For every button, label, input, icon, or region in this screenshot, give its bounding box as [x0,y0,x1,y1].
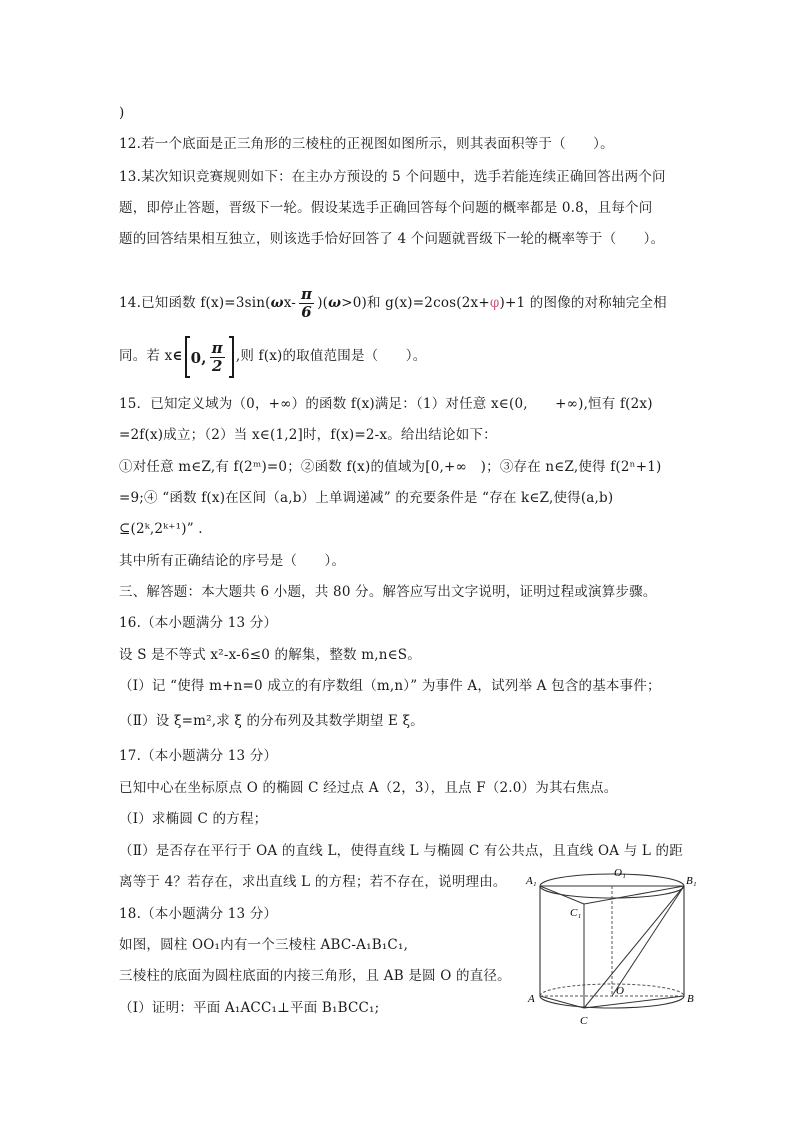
label-b: B [687,993,694,1005]
omega-symbol-2: ω [328,295,342,311]
question-15-line-1: 15．已知定义域为（0，+∞）的函数 f(x)满足：（1）对任意 x∈(0, +∞),恒有 f(2x) [119,396,653,412]
question-17-line-1: 已知中心在坐标原点 O 的椭圆 C 经过点 A（2，3），且点 F（2.0）为其右焦点。 [119,780,618,796]
q14-text-d: >0)和 g(x)=2cos(2x+ [341,295,490,311]
question-14-line-2 [119,336,426,376]
question-13-line-2: 题，即停止答题，晋级下一轮。假设某选手正确回答每个问题的概率都是 0.8，且每个问 [119,200,653,216]
question-13-line-3: 题的回答结果相互独立，则该选手恰好回答了 4 个问题就晋级下一轮的概率等于（ ）。 [119,231,665,247]
pi-over-6-fraction [299,286,314,321]
edge-c1b1 [584,886,684,904]
question-15-line-3: ①对任意 m∈Z,有 f(2ᵐ)=0；②函数 f(x)的值域为[0,+∞ )；③存在 n∈Z,使得 f(2ⁿ+1) [119,459,662,475]
question-16-part-2: （Ⅱ）设 ξ=m²,求 ξ 的分布列及其数学期望 E ξ。 [119,713,424,729]
edge-a1c1 [540,886,584,904]
q14-text-2b: ,则 f(x)的取值范围是（ ）。 [235,348,427,364]
label-b1: B₁ [686,875,697,887]
question-12: 12.若一个底面是正三角形的三棱柱的正视图如图所示，则其表面积等于（ ）。 [119,136,614,152]
element-of-symbol: ∈ [172,348,183,364]
phi-symbol: φ [489,295,500,311]
edge-cb [584,996,684,1008]
question-17-part-2-cont: 离等于 4？若存在，求出直线 L 的方程；若不存在，说明理由。 [119,874,507,890]
question-15-line-2: =2f(x)成立；（2）当 x∈(1,2]时，f(x)=2-x。给出结论如下： [119,427,497,443]
label-c: C [580,1015,588,1027]
section-3-heading: 三、解答题：本大题共 6 小题，共 80 分。解答应写出文字说明，证明过程或演算步骤。 [119,584,657,600]
question-14-line-1 [119,286,667,321]
label-o1: O₁ [614,867,626,879]
question-17-part-2: （Ⅱ）是否存在平行于 OA 的直线 L，使得直线 L 与椭圆 C 有公共点，且直线 OA 与 L 的距 [119,843,683,859]
diagonal-b1o [612,886,684,996]
question-18-part-1: （Ⅰ）证明：平面 A₁ACC₁⊥平面 B₁BCC₁; [119,1000,380,1016]
q14-text-2a: 同。若 x [119,348,173,364]
question-13-line-1: 13.某次知识竞赛规则如下：在主办方预设的 5 个问题中，选手若能连续正确回答出两个问 [119,169,666,185]
q14-text-a: 14.已知函数 f(x)=3sin( [119,295,271,311]
pi-over-2-fraction [210,340,225,375]
fraction-numerator: π [301,285,313,303]
question-15-line-4: =9;④ “函数 f(x)在区间（a,b）上单调递减” 的充要条件是 “存在 k∈Z,使得(a,b) [119,490,614,506]
continuation-paren: ) [119,105,125,121]
question-15-line-6: 其中所有正确结论的序号是（ ）。 [119,553,346,569]
q14-text-e: )+1 的图像的对称轴完全相 [499,295,667,311]
q14-text-b: x- [283,295,297,311]
question-15-line-5: ⊆(2ᵏ,2ᵏ⁺¹)” . [119,521,203,537]
label-o: O [616,985,624,997]
diagonal-b1c [584,886,684,1008]
question-17-part-1: （Ⅰ）求椭圆 C 的方程； [119,811,268,827]
label-c1: C₁ [570,907,582,919]
label-a: A [528,993,535,1005]
question-17-header: 17.（本小题满分 13 分） [119,748,278,764]
question-16-header: 16.（本小题满分 13 分） [119,615,278,631]
closed-interval [185,338,234,376]
question-16-line-1: 设 S 是不等式 x²-x-6≤0 的解集，整数 m,n∈S。 [119,647,421,663]
question-16-part-1: （Ⅰ）记 “使得 m+n=0 成立的有序数组（m,n）” 为事件 A，试列举 A 包含的基本事件； [119,678,661,694]
bottom-ellipse-back [540,984,684,996]
label-a1: A₁ [526,875,537,887]
interval-start: 0, [190,348,207,367]
fraction-numerator: π [211,339,223,357]
fraction-denominator: 2 [211,357,223,375]
cylinder-prism-figure [524,860,700,1030]
edge-ac [540,996,584,1008]
q14-text-c: )( [317,295,329,311]
question-18-header: 18.（本小题满分 13 分） [119,906,278,922]
omega-symbol: ω [270,295,284,311]
question-18-line-1: 如图，圆柱 OO₁内有一个三棱柱 ABC-A₁B₁C₁, [119,937,409,953]
fraction-denominator: 6 [301,303,312,321]
question-18-line-2: 三棱柱的底面为圆柱底面的内接三角形，且 AB 是圆 O 的直径。 [119,968,511,984]
